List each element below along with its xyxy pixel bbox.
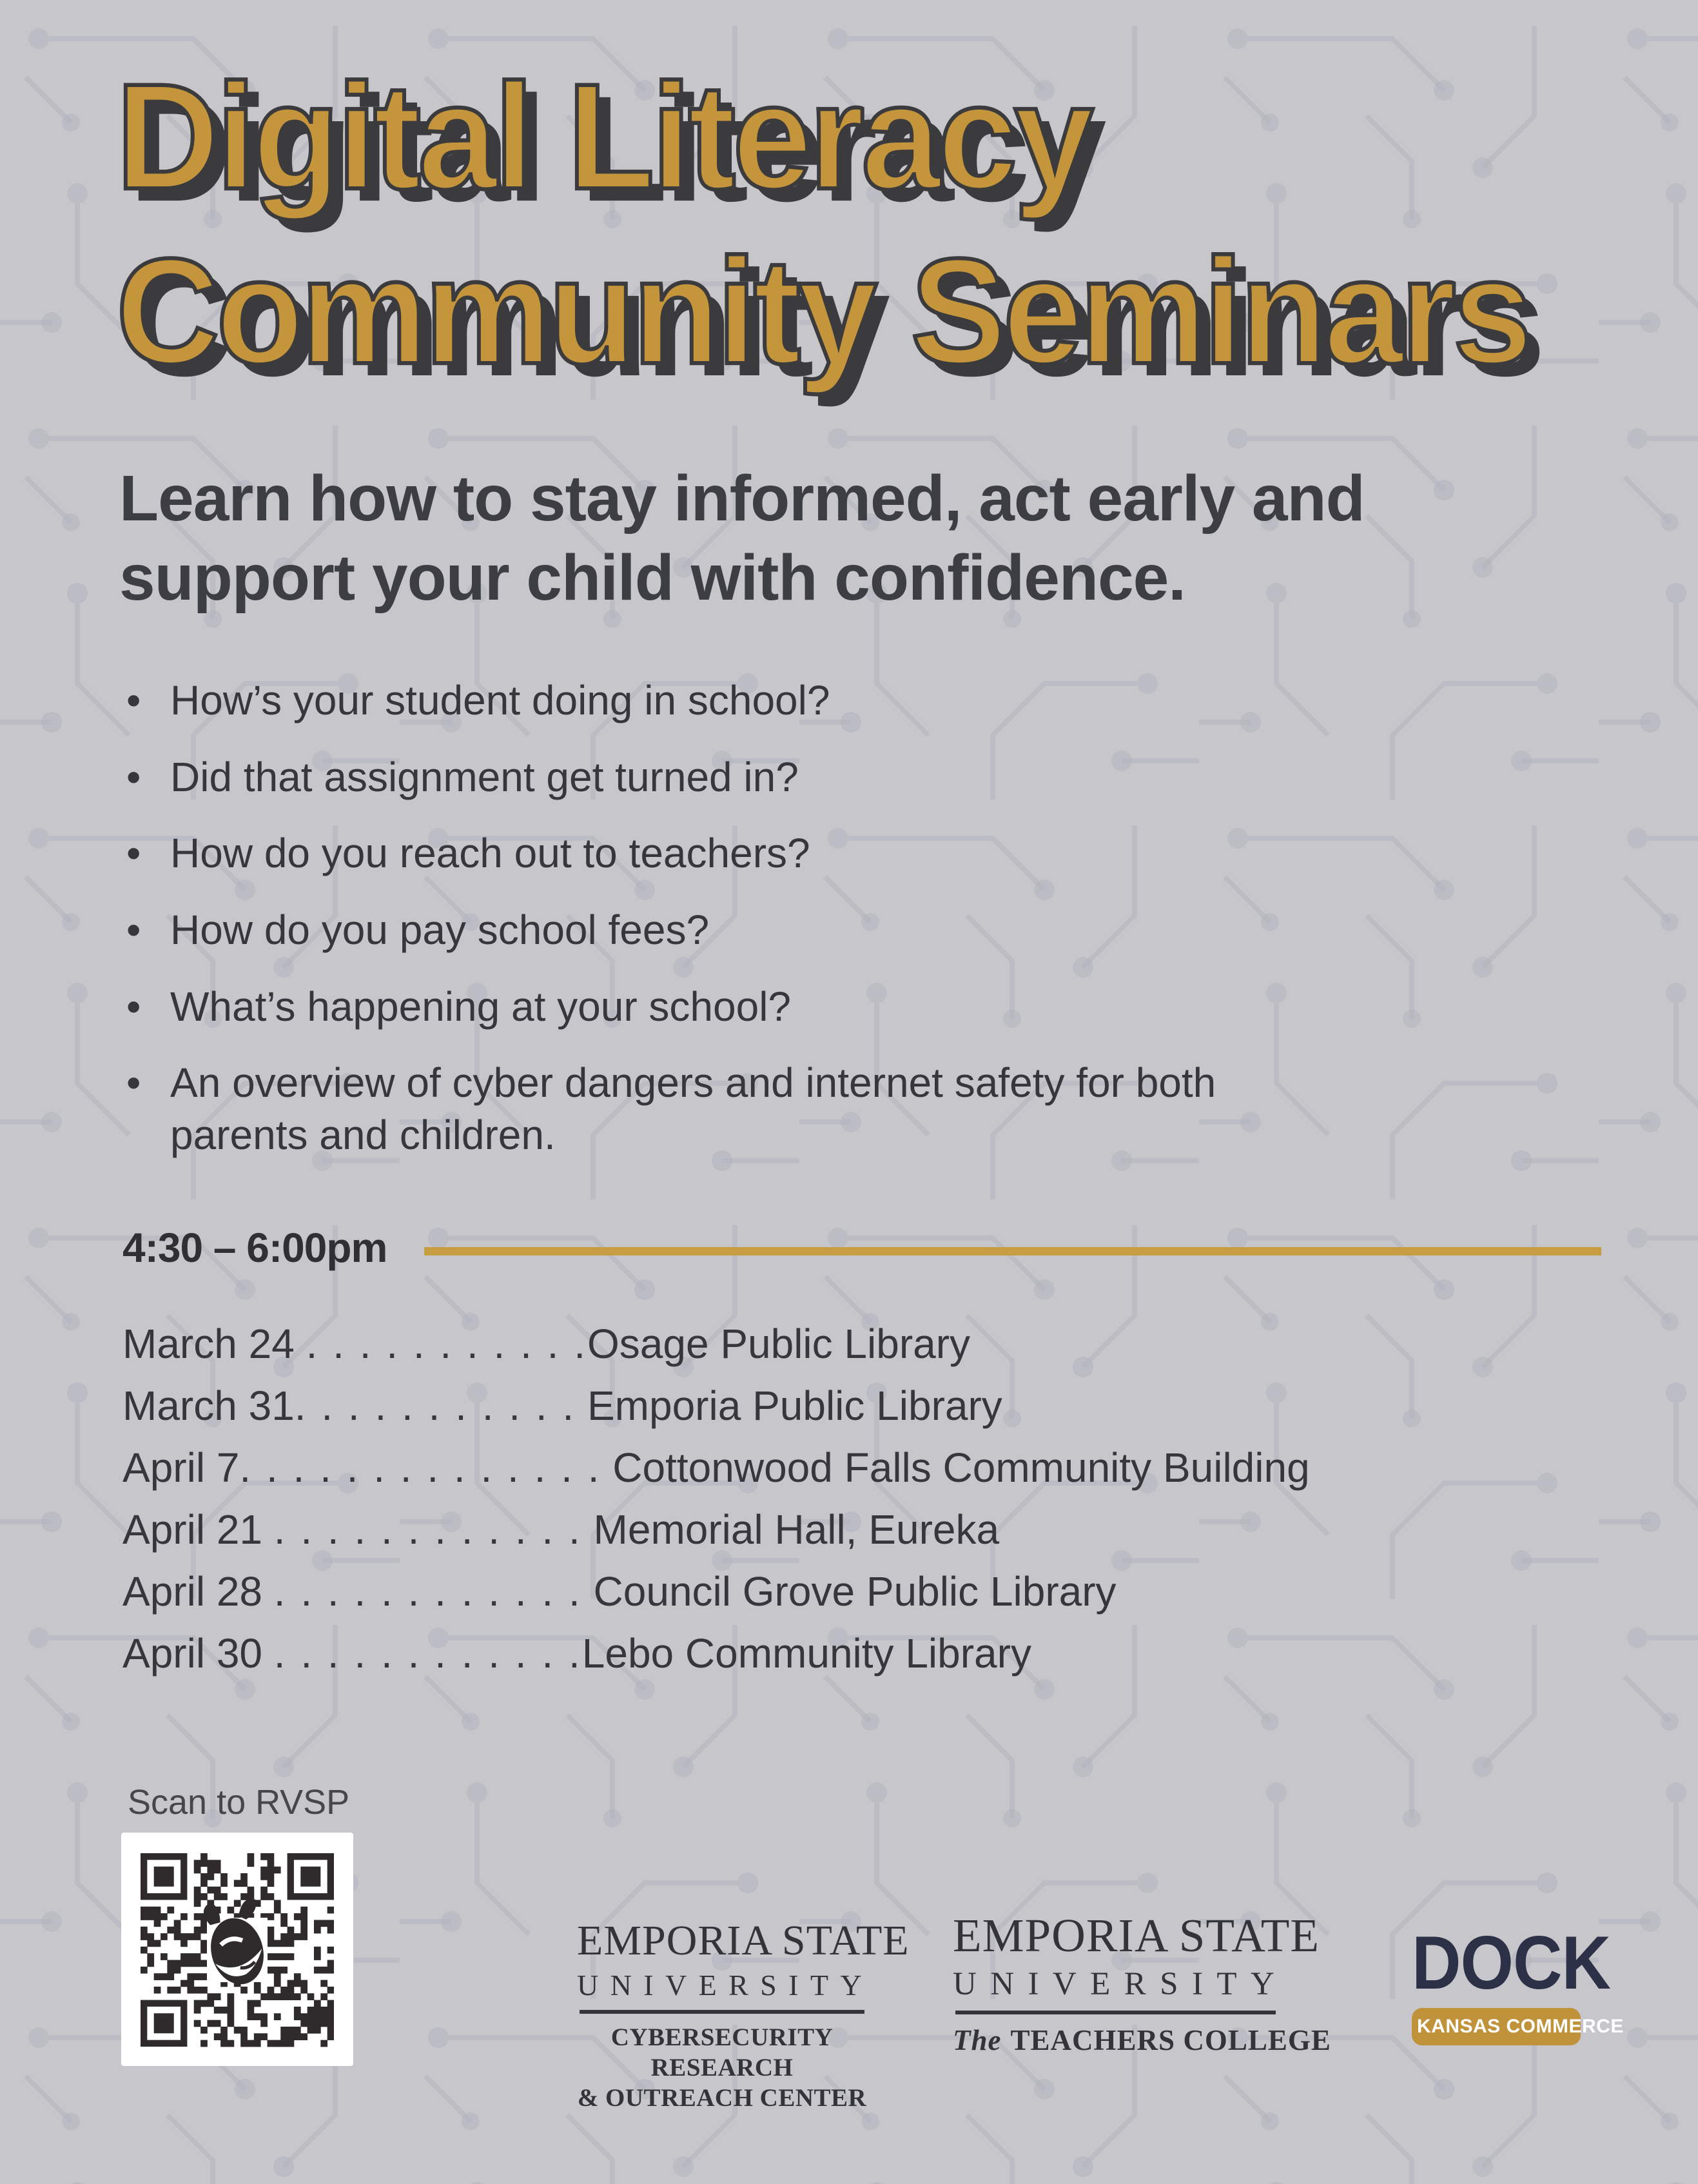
schedule-date: March 31 xyxy=(122,1382,295,1429)
schedule-date: April 30 xyxy=(122,1630,262,1677)
dot-leader: . . . . . . . . . . . . xyxy=(273,1506,582,1553)
bullet-icon: • xyxy=(126,677,141,723)
dot-leader: . . . . . . . . . . . . xyxy=(273,1568,582,1615)
subtitle: Learn how to stay informed, act early and support your child with confidence. xyxy=(119,462,1365,614)
dock-wordmark: DOCK xyxy=(1412,1921,1611,2005)
esu-university: UNIVERSITY xyxy=(577,1969,873,2002)
teachers-college-line xyxy=(953,2023,1331,2057)
schedule-row xyxy=(122,1437,1310,1499)
esu-cybersecurity-logo xyxy=(577,1916,910,2113)
schedule-location: Council Grove Public Library xyxy=(593,1568,1117,1615)
schedule-row xyxy=(122,1499,1310,1560)
schedule-location: Emporia Public Library xyxy=(587,1382,1002,1429)
qr-code xyxy=(121,1833,353,2066)
bullet-text: Did that assignment get turned in? xyxy=(170,753,799,800)
dock-kansas-commerce-logo xyxy=(1412,1921,1624,2045)
list-item xyxy=(126,751,1287,803)
dot-leader: . . . . . . . . . . . xyxy=(294,1382,576,1429)
schedule-date: April 28 xyxy=(122,1568,262,1615)
schedule-row xyxy=(122,1560,1310,1622)
schedule-row xyxy=(122,1313,1310,1375)
list-item xyxy=(126,674,1287,727)
bullet-icon: • xyxy=(126,753,141,800)
esu-teachers-college-logo xyxy=(953,1909,1331,2057)
title-line-1: Digital Literacy xyxy=(116,53,1091,221)
esu-name: EMPORIA STATE xyxy=(577,1917,910,1964)
schedule-date: April 7 xyxy=(122,1444,240,1491)
schedule-row xyxy=(122,1375,1310,1437)
list-item xyxy=(126,1057,1287,1161)
list-item xyxy=(126,981,1287,1033)
dot-leader: . . . . . . . . . . . . xyxy=(273,1630,582,1677)
bullet-text: How’s your student doing in school? xyxy=(170,677,830,723)
logo-divider xyxy=(955,2011,1276,2014)
dot-leader: . . . . . . . . . . . xyxy=(306,1321,587,1367)
page-title xyxy=(116,50,1529,399)
topics-list xyxy=(126,674,1287,1185)
title-line-2: Community Seminars xyxy=(116,227,1530,395)
bullet-text: What’s happening at your school? xyxy=(170,983,791,1030)
logo-divider xyxy=(580,2010,864,2014)
list-item xyxy=(126,904,1287,956)
schedule-row xyxy=(122,1622,1310,1684)
gold-divider xyxy=(424,1247,1601,1255)
time-row xyxy=(122,1224,1601,1272)
bullet-text: How do you reach out to teachers? xyxy=(170,830,810,877)
seminar-time: 4:30 – 6:00pm xyxy=(122,1225,387,1271)
teachers-college-text: TEACHERS COLLEGE xyxy=(1010,2024,1331,2056)
esu-name: EMPORIA STATE xyxy=(953,1909,1320,1962)
bullet-icon: • xyxy=(126,906,141,953)
bullet-icon: • xyxy=(126,830,141,877)
schedule-location: Cottonwood Falls Community Building xyxy=(612,1444,1310,1491)
cybersecurity-research-line: CYBERSECURITY RESEARCH xyxy=(610,2023,834,2081)
schedule-date: April 21 xyxy=(122,1506,262,1553)
scan-to-rsvp-label: Scan to RVSP xyxy=(128,1783,350,1822)
esu-university: UNIVERSITY xyxy=(953,1966,1289,2002)
bullet-text: How do you pay school fees? xyxy=(170,906,710,953)
list-item xyxy=(126,827,1287,880)
bullet-text: An overview of cyber dangers and internet safety for both parents and children. xyxy=(170,1059,1216,1158)
outreach-center-line: & OUTREACH CENTER xyxy=(577,2083,867,2112)
schedule-location: Memorial Hall, Eureka xyxy=(593,1506,1000,1553)
the-word: The xyxy=(953,2024,1002,2056)
bullet-icon: • xyxy=(126,1059,141,1107)
kansas-commerce-badge: KANSAS COMMERCE xyxy=(1412,2008,1581,2045)
schedule-list xyxy=(122,1313,1310,1684)
schedule-location: Osage Public Library xyxy=(587,1321,971,1367)
bullet-icon: • xyxy=(126,983,141,1030)
schedule-date: March 24 xyxy=(122,1321,295,1367)
dot-leader: . . . . . . . . . . . . . . xyxy=(239,1444,601,1491)
schedule-location: Lebo Community Library xyxy=(581,1630,1031,1677)
